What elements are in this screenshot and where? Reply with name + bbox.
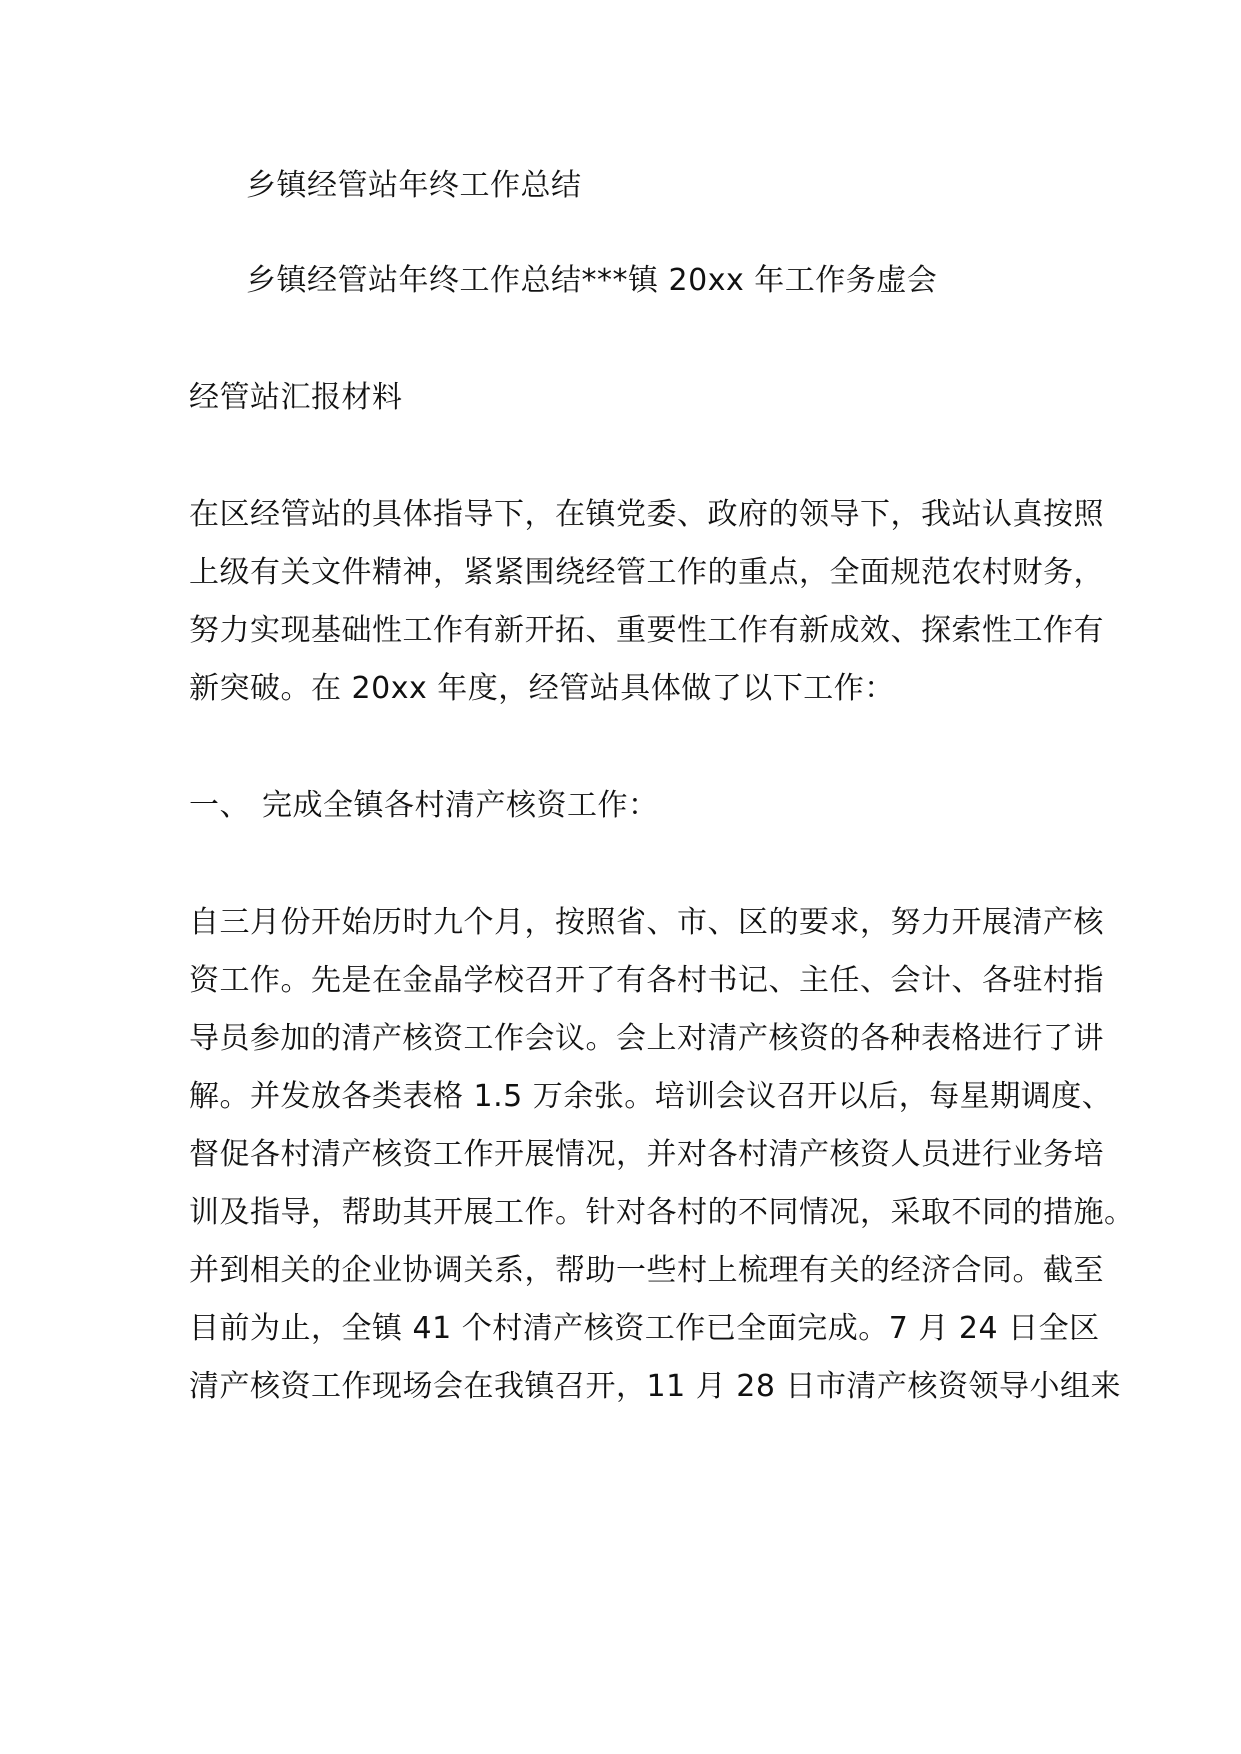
body-line-4: 解。并发放各类表格 1.5 万余张。培训会议召开以后，每星期调度、 <box>189 1079 1113 1114</box>
body-line-7: 并到相关的企业协调关系，帮助一些村上梳理有关的经济合同。截至 <box>189 1253 1104 1288</box>
intro-line-2: 上级有关文件精神，紧紧围绕经管工作的重点，全面规范农村财务， <box>189 555 1104 590</box>
document-subtitle: 乡镇经管站年终工作总结***镇 20xx 年工作务虚会 <box>246 263 938 298</box>
body-line-2: 资工作。先是在金晶学校召开了有各村书记、主任、会计、各驻村指 <box>189 963 1104 998</box>
document-title: 乡镇经管站年终工作总结 <box>246 168 582 203</box>
body-line-8: 目前为止，全镇 41 个村清产核资工作已全面完成。7 月 24 日全区 <box>189 1311 1100 1346</box>
body-line-3: 导员参加的清产核资工作会议。会上对清产核资的各种表格进行了讲 <box>189 1021 1104 1056</box>
section-title: 完成全镇各村清产核资工作： <box>262 788 659 823</box>
body-line-1: 自三月份开始历时九个月，按照省、市、区的要求，努力开展清产核 <box>189 905 1104 940</box>
intro-line-4: 新突破。在 20xx 年度，经管站具体做了以下工作： <box>189 671 895 706</box>
intro-line-1: 在区经管站的具体指导下，在镇党委、政府的领导下，我站认真按照 <box>189 497 1104 532</box>
body-line-6: 训及指导，帮助其开展工作。针对各村的不同情况，采取不同的措施。 <box>189 1195 1135 1230</box>
intro-line-3: 努力实现基础性工作有新开拓、重要性工作有新成效、探索性工作有 <box>189 613 1104 648</box>
body-line-5: 督促各村清产核资工作开展情况，并对各村清产核资人员进行业务培 <box>189 1137 1104 1172</box>
report-label: 经管站汇报材料 <box>189 380 403 415</box>
section-number: 一、 <box>189 788 250 823</box>
body-line-9: 清产核资工作现场会在我镇召开，11 月 28 日市清产核资领导小组来 <box>189 1369 1121 1404</box>
